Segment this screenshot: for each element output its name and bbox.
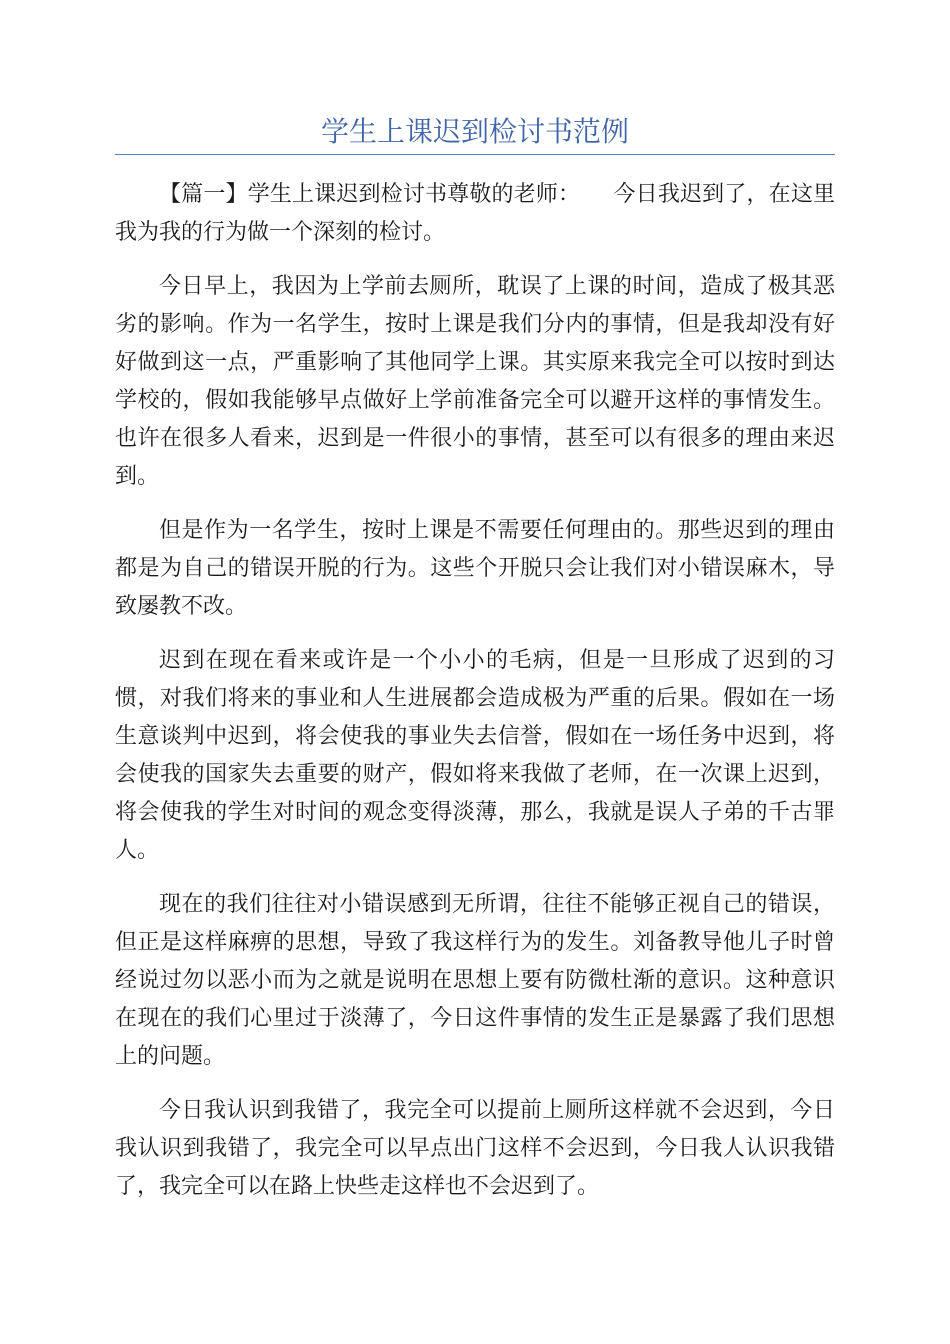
paragraph-5: 现在的我们往往对小错误感到无所谓，往往不能够正视自己的错误，但正是这样麻痹的思想，导致了我这样行为的发生。刘备教导他儿子时曾经说过勿以恶小而为之就是说明在思想上要有防微杜渐的意识。这种意识在现在的我们心里过于淡薄了，今日这件事情的发生正是暴露了我们思想上的问题。: [115, 892, 835, 1069]
paragraph-1: 【篇一】学生上课迟到检讨书尊敬的老师： 今日我迟到了，在这里我为我的行为做一个深刻的检讨。: [115, 182, 835, 245]
title-underline: [115, 154, 835, 155]
paragraph-4: 迟到在现在看来或许是一个小小的毛病，但是一旦形成了迟到的习惯，对我们将来的事业和人生进展都会造成极为严重的后果。假如在一场生意谈判中迟到，将会使我的事业失去信誉，假如在一场任务中迟到，将会使我的国家失去重要的财产，假如将来我做了老师，在一次课上迟到，将会使我的学生对时间的观念变得淡薄，那么，我就是误人子弟的千古罪人。: [115, 648, 835, 863]
paragraph-6: 今日我认识到我错了，我完全可以提前上厕所这样就不会迟到，今日我认识到我错了，我完全可以早点出门这样不会迟到，今日我人认识我错了，我完全可以在路上快些走这样也不会迟到了。: [115, 1098, 835, 1199]
document-title: 学生上课迟到检讨书范例: [320, 115, 629, 148]
paragraph-2: 今日早上，我因为上学前去厕所，耽误了上课的时间，造成了极其恶劣的影响。作为一名学生，按时上课是我们分内的事情，但是我却没有好好做到这一点，严重影响了其他同学上课。其实原来我完全可以按时到达学校的，假如我能够早点做好上学前准备完全可以避开这样的事情发生。也许在很多人看来，迟到是一件很小的事情，甚至可以有很多的理由来迟到。: [115, 274, 835, 489]
document-body: [115, 176, 835, 1222]
paragraph-3: 但是作为一名学生，按时上课是不需要任何理由的。那些迟到的理由都是为自己的错误开脱的行为。这些个开脱只会让我们对小错误麻木，导致屡教不改。: [115, 518, 835, 619]
